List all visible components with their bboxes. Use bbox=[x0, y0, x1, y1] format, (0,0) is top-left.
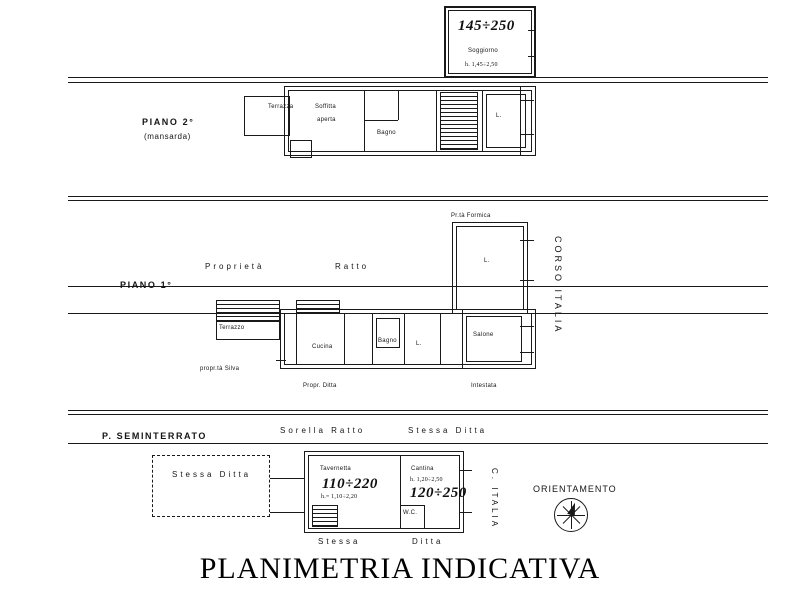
room-label-l-piano2: L. bbox=[496, 113, 502, 119]
separator-line-semint-3 bbox=[68, 443, 768, 444]
piano1-partition-4 bbox=[440, 313, 441, 365]
mansarda-right-edge bbox=[520, 86, 521, 156]
door-tick-formica-2 bbox=[520, 280, 534, 281]
terrazzo-outline-piano1 bbox=[216, 300, 280, 340]
door-tick-formica-1 bbox=[520, 240, 534, 241]
label-stessa-bottom: Stessa bbox=[318, 537, 361, 546]
room-salone-box bbox=[466, 316, 522, 362]
room-terrazza-piano2 bbox=[244, 96, 290, 136]
separator-line-mid-2 bbox=[68, 200, 768, 201]
room-label-cucina: Cucina bbox=[312, 344, 333, 350]
room-label-tavernetta: Tavernetta bbox=[320, 466, 352, 472]
room-label-aperta: aperta bbox=[317, 117, 336, 123]
label-ditta-bottom: Ditta bbox=[412, 537, 444, 546]
room-label-soffitta: Soffitta bbox=[315, 104, 336, 110]
room-label-terrazza-piano2: Terrazza bbox=[268, 104, 294, 110]
seminterrato-partition-3 bbox=[400, 505, 424, 506]
mansarda-partition-2 bbox=[398, 90, 399, 120]
handwritten-height-detail-cantina: h. 1,20÷2,50 bbox=[410, 477, 443, 483]
owner-label-proprieta: Proprietà bbox=[205, 262, 265, 271]
piano1-partition-5 bbox=[462, 309, 463, 369]
block-stessa-ditta-left bbox=[152, 455, 270, 517]
handwritten-height-detail-soggiorno: h. 1,45÷2,50 bbox=[465, 62, 498, 68]
room-label-cantina: Cantina bbox=[411, 466, 434, 472]
mansarda-partition-3 bbox=[364, 120, 398, 121]
separator-line-mid-1 bbox=[68, 196, 768, 197]
separator-line-top-2 bbox=[68, 82, 768, 83]
room-label-bagno-piano2: Bagno bbox=[377, 130, 396, 136]
label-sorella-ratto: Sorella Ratto bbox=[280, 426, 366, 435]
door-tick-2 bbox=[528, 56, 536, 57]
door-tick-piano1-2 bbox=[520, 352, 534, 353]
piano1-partition-2 bbox=[372, 313, 373, 365]
door-tick-4 bbox=[520, 134, 534, 135]
seminterrato-partition-1 bbox=[400, 455, 401, 529]
piano1-partition-0 bbox=[296, 300, 297, 365]
room-label-l-piano1: L. bbox=[416, 341, 422, 347]
door-tick-1 bbox=[528, 30, 536, 31]
seminterrato-partition-2 bbox=[424, 505, 425, 529]
mansarda-partition-5 bbox=[482, 90, 483, 152]
room-label-l-formica: L. bbox=[484, 258, 490, 264]
connector-line-left-2 bbox=[270, 512, 304, 513]
separator-line-semint-1 bbox=[68, 410, 768, 411]
room-label-salone: Salone bbox=[473, 332, 494, 338]
floor-label-piano-2: PIANO 2° bbox=[142, 117, 195, 127]
room-label-bagno-piano1: Bagno bbox=[378, 338, 397, 344]
door-tick-piano1-1 bbox=[520, 326, 534, 327]
owner-label-intestata: Intestata bbox=[471, 383, 497, 389]
street-label-c-italia: C. ITALIA bbox=[490, 468, 499, 530]
owner-label-propr-ditta: Propr. Ditta bbox=[303, 383, 337, 389]
handwritten-height-cantina: 120÷250 bbox=[410, 485, 467, 501]
floor-label-piano-1: PIANO 1° bbox=[120, 280, 173, 290]
floor-label-seminterrato: P. SEMINTERRATO bbox=[102, 431, 208, 441]
page-title: PLANIMETRIA INDICATIVA bbox=[199, 552, 601, 585]
room-label-soggiorno: Soggiorno bbox=[468, 48, 499, 54]
room-label-wc: W.C. bbox=[403, 510, 418, 516]
label-stessa-ditta-top: Stessa Ditta bbox=[408, 426, 488, 435]
street-label-corso-italia: CORSO ITALIA bbox=[553, 236, 563, 335]
room-label-terrazzo-piano1: Terrazzo bbox=[219, 325, 245, 331]
owner-label-ratto: Ratto bbox=[335, 262, 370, 271]
staircase-piano2 bbox=[440, 92, 478, 150]
compass-rose-icon bbox=[554, 498, 588, 532]
separator-line-semint-2 bbox=[68, 414, 768, 415]
door-tick-semint-2 bbox=[460, 512, 472, 513]
staircase-seminterrato bbox=[312, 505, 338, 527]
terrazza-step-box bbox=[290, 140, 312, 158]
mansarda-partition-1 bbox=[364, 90, 365, 152]
owner-label-silva: propr.tà Silva bbox=[200, 366, 240, 372]
door-tick-3 bbox=[520, 100, 534, 101]
separator-line-piano1 bbox=[68, 286, 768, 287]
handwritten-height-soggiorno: 145÷250 bbox=[458, 18, 515, 34]
door-tick-piano1-3 bbox=[276, 360, 286, 361]
door-tick-semint-1 bbox=[460, 470, 472, 471]
handwritten-height-detail-tavernetta: h.= 1,10÷2,20 bbox=[321, 494, 358, 500]
handwritten-height-tavernetta: 110÷220 bbox=[322, 476, 378, 492]
piano1-partition-1 bbox=[344, 313, 345, 365]
mansarda-partition-4 bbox=[436, 90, 437, 152]
label-stessa-ditta-left: Stessa Ditta bbox=[172, 470, 252, 479]
piano1-partition-3 bbox=[404, 313, 405, 365]
block-formica-inner bbox=[456, 226, 524, 310]
connector-line-left bbox=[270, 478, 304, 479]
staircase-piano1 bbox=[296, 300, 340, 314]
floor-sublabel-piano-2: (mansarda) bbox=[144, 132, 191, 141]
room-label-formica: Pr.tà Formica bbox=[451, 213, 491, 219]
separator-line-top bbox=[68, 77, 768, 78]
orientation-label: ORIENTAMENTO bbox=[533, 484, 617, 494]
